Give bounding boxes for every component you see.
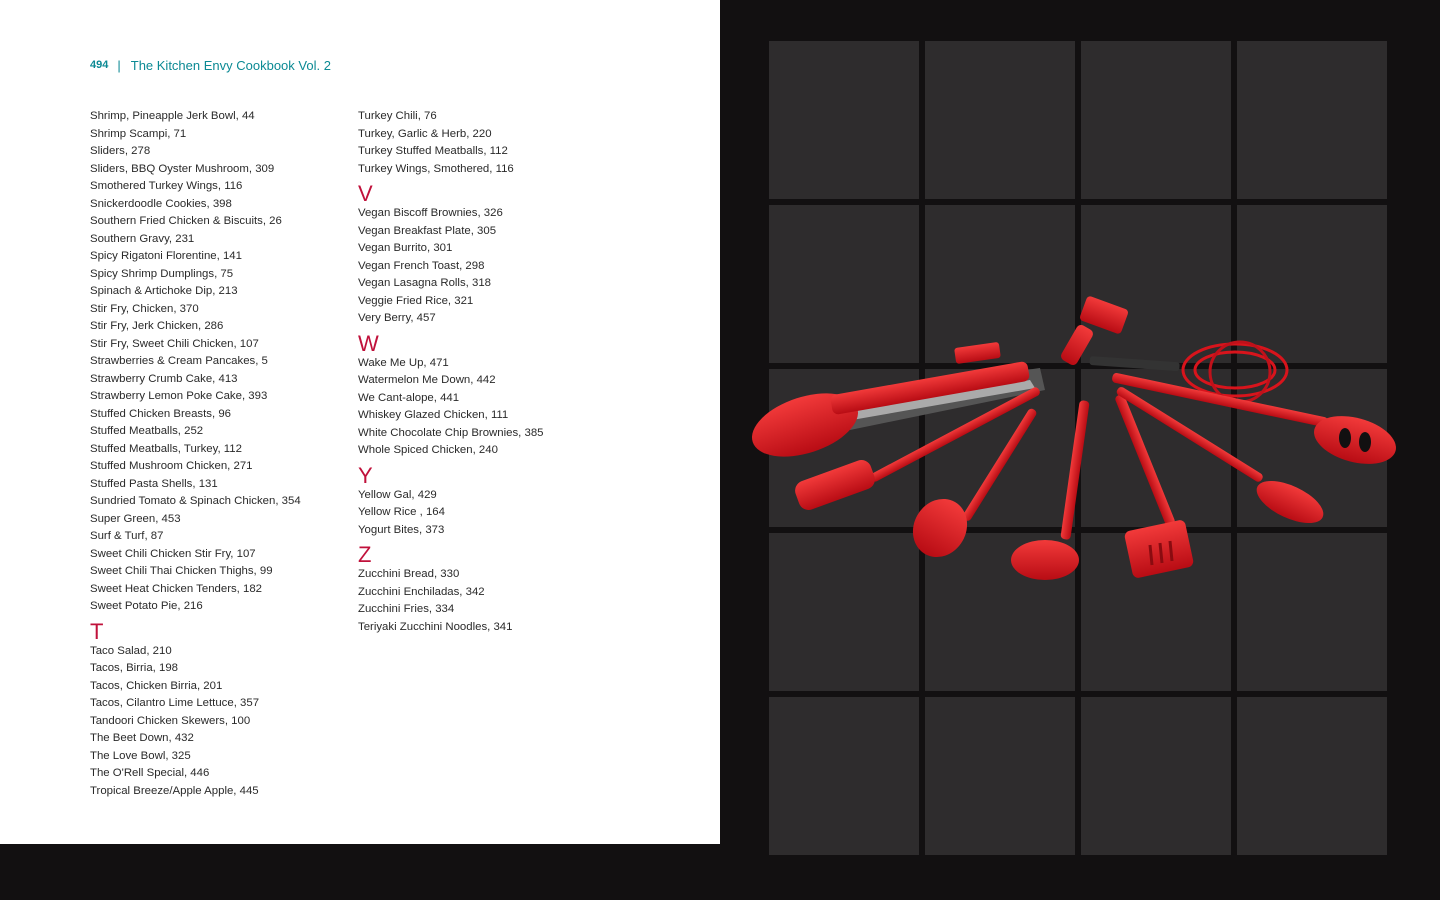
index-entry: Tandoori Chicken Skewers, 100 (90, 714, 251, 727)
index-entry: Southern Gravy, 231 (90, 232, 195, 245)
book-title: The Kitchen Envy Cookbook Vol. 2 (130, 57, 331, 73)
header-separator: | (117, 57, 121, 73)
index-entry: Spicy Rigatoni Florentine, 141 (90, 250, 242, 262)
left-page (0, 0, 720, 844)
section-letter: W (358, 330, 379, 356)
section-letter: V (358, 181, 373, 206)
index-entry: Stuffed Chicken Breasts, 96 (90, 407, 231, 420)
index-entry: Very Berry, 457 (358, 312, 436, 324)
section-letter: T (90, 618, 104, 644)
index-entry: Turkey Wings, Smothered, 116 (358, 162, 514, 175)
index-entry: Shrimp Scampi, 71 (90, 127, 187, 140)
index-entry: Whiskey Glazed Chicken, 111 (358, 409, 509, 421)
slotted-turner-icon (1114, 393, 1194, 579)
index-entry: Tacos, Birria, 198 (90, 662, 178, 674)
index-entry: Yogurt Bites, 373 (358, 523, 445, 536)
index-entry: Sweet Potato Pie, 216 (90, 600, 203, 612)
index-column-2 (358, 108, 618, 636)
index-entry: Spicy Shrimp Dumplings, 75 (90, 267, 234, 280)
index-entry: Zucchini Bread, 330 (358, 568, 460, 580)
index-entry: Stuffed Meatballs, 252 (90, 425, 204, 437)
index-entry: Veggie Fried Rice, 321 (358, 294, 474, 307)
index-entry: White Chocolate Chip Brownies, 385 (358, 426, 544, 439)
index-entry: Stuffed Pasta Shells, 131 (90, 477, 218, 490)
index-entry: Whole Spiced Chicken, 240 (358, 444, 498, 456)
index-entry: Strawberries & Cream Pancakes, 5 (90, 355, 268, 367)
index-entry: Vegan Burrito, 301 (358, 242, 453, 254)
index-entry: Vegan Breakfast Plate, 305 (358, 224, 497, 237)
running-header (90, 57, 331, 73)
index-entry: Sweet Heat Chicken Tenders, 182 (90, 582, 263, 595)
section-letter: Y (358, 462, 373, 488)
index-entry: Turkey, Garlic & Herb, 220 (358, 127, 492, 140)
index-entry: Surf & Turf, 87 (90, 530, 164, 542)
index-entry: Stuffed Mushroom Chicken, 271 (90, 460, 253, 472)
index-entry: Tropical Breeze/Apple Apple, 445 (90, 784, 259, 797)
index-entry: Stir Fry, Chicken, 370 (90, 302, 199, 315)
index-entry: Zucchini Fries, 334 (358, 603, 455, 615)
index-entry: The O'Rell Special, 446 (90, 767, 210, 779)
index-entry: Spinach & Artichoke Dip, 213 (90, 285, 238, 297)
index-entry: Stuffed Meatballs, Turkey, 112 (90, 442, 242, 455)
index-entry: Vegan Biscoff Brownies, 326 (358, 207, 503, 219)
index-entry: Strawberry Crumb Cake, 413 (90, 372, 238, 385)
index-entry: Teriyaki Zucchini Noodles, 341 (358, 620, 513, 633)
index-entry: Taco Salad, 210 (90, 644, 172, 657)
red-utensil-set-photo (720, 0, 1440, 900)
index-entry: Stir Fry, Sweet Chili Chicken, 107 (90, 337, 259, 350)
index-entry: The Love Bowl, 325 (90, 749, 191, 762)
page-number: 494 (90, 59, 109, 71)
index-entry: Sliders, BBQ Oyster Mushroom, 309 (90, 162, 275, 175)
index-entry: Tacos, Cilantro Lime Lettuce, 357 (90, 697, 260, 709)
index-entry: Yellow Gal, 429 (358, 488, 437, 501)
index-entry: Smothered Turkey Wings, 116 (90, 180, 243, 192)
index-entry: Tacos, Chicken Birria, 201 (90, 679, 223, 692)
index-entry: Sweet Chili Chicken Stir Fry, 107 (90, 547, 256, 560)
tongs-icon (744, 342, 1045, 469)
index-entry: Zucchini Enchiladas, 342 (358, 585, 485, 598)
index-entry: The Beet Down, 432 (90, 732, 194, 744)
index-entry: We Cant-alope, 441 (358, 391, 460, 404)
index-entry: Sweet Chili Thai Chicken Thighs, 99 (90, 565, 273, 577)
index-entry: Sliders, 278 (90, 145, 151, 157)
bottom-strip (0, 844, 720, 900)
index-entry: Snickerdoodle Cookies, 398 (90, 197, 232, 210)
pasta-server-icon (1111, 372, 1401, 472)
section-letter: Z (358, 542, 372, 567)
index-entry: Yellow Rice , 164 (358, 506, 445, 518)
index-entry: Turkey Chili, 76 (358, 110, 437, 122)
index-entry: Shrimp, Pineapple Jerk Bowl, 44 (90, 110, 255, 122)
index-entry: Vegan French Toast, 298 (358, 259, 485, 272)
index-entry: Strawberry Lemon Poke Cake, 393 (90, 390, 268, 402)
index-entry: Stir Fry, Jerk Chicken, 286 (90, 320, 224, 332)
index-entry: Turkey Stuffed Meatballs, 112 (358, 145, 508, 157)
index-column-1 (90, 108, 350, 800)
index-entry: Wake Me Up, 471 (358, 356, 449, 369)
index-entry: Vegan Lasagna Rolls, 318 (358, 277, 491, 289)
index-entry: Watermelon Me Down, 442 (358, 374, 496, 386)
small-scraper-icon (1059, 295, 1129, 367)
index-entry: Super Green, 453 (90, 512, 181, 525)
index-entry: Sundried Tomato & Spinach Chicken, 354 (90, 495, 301, 507)
index-entry: Southern Fried Chicken & Biscuits, 26 (90, 215, 282, 227)
